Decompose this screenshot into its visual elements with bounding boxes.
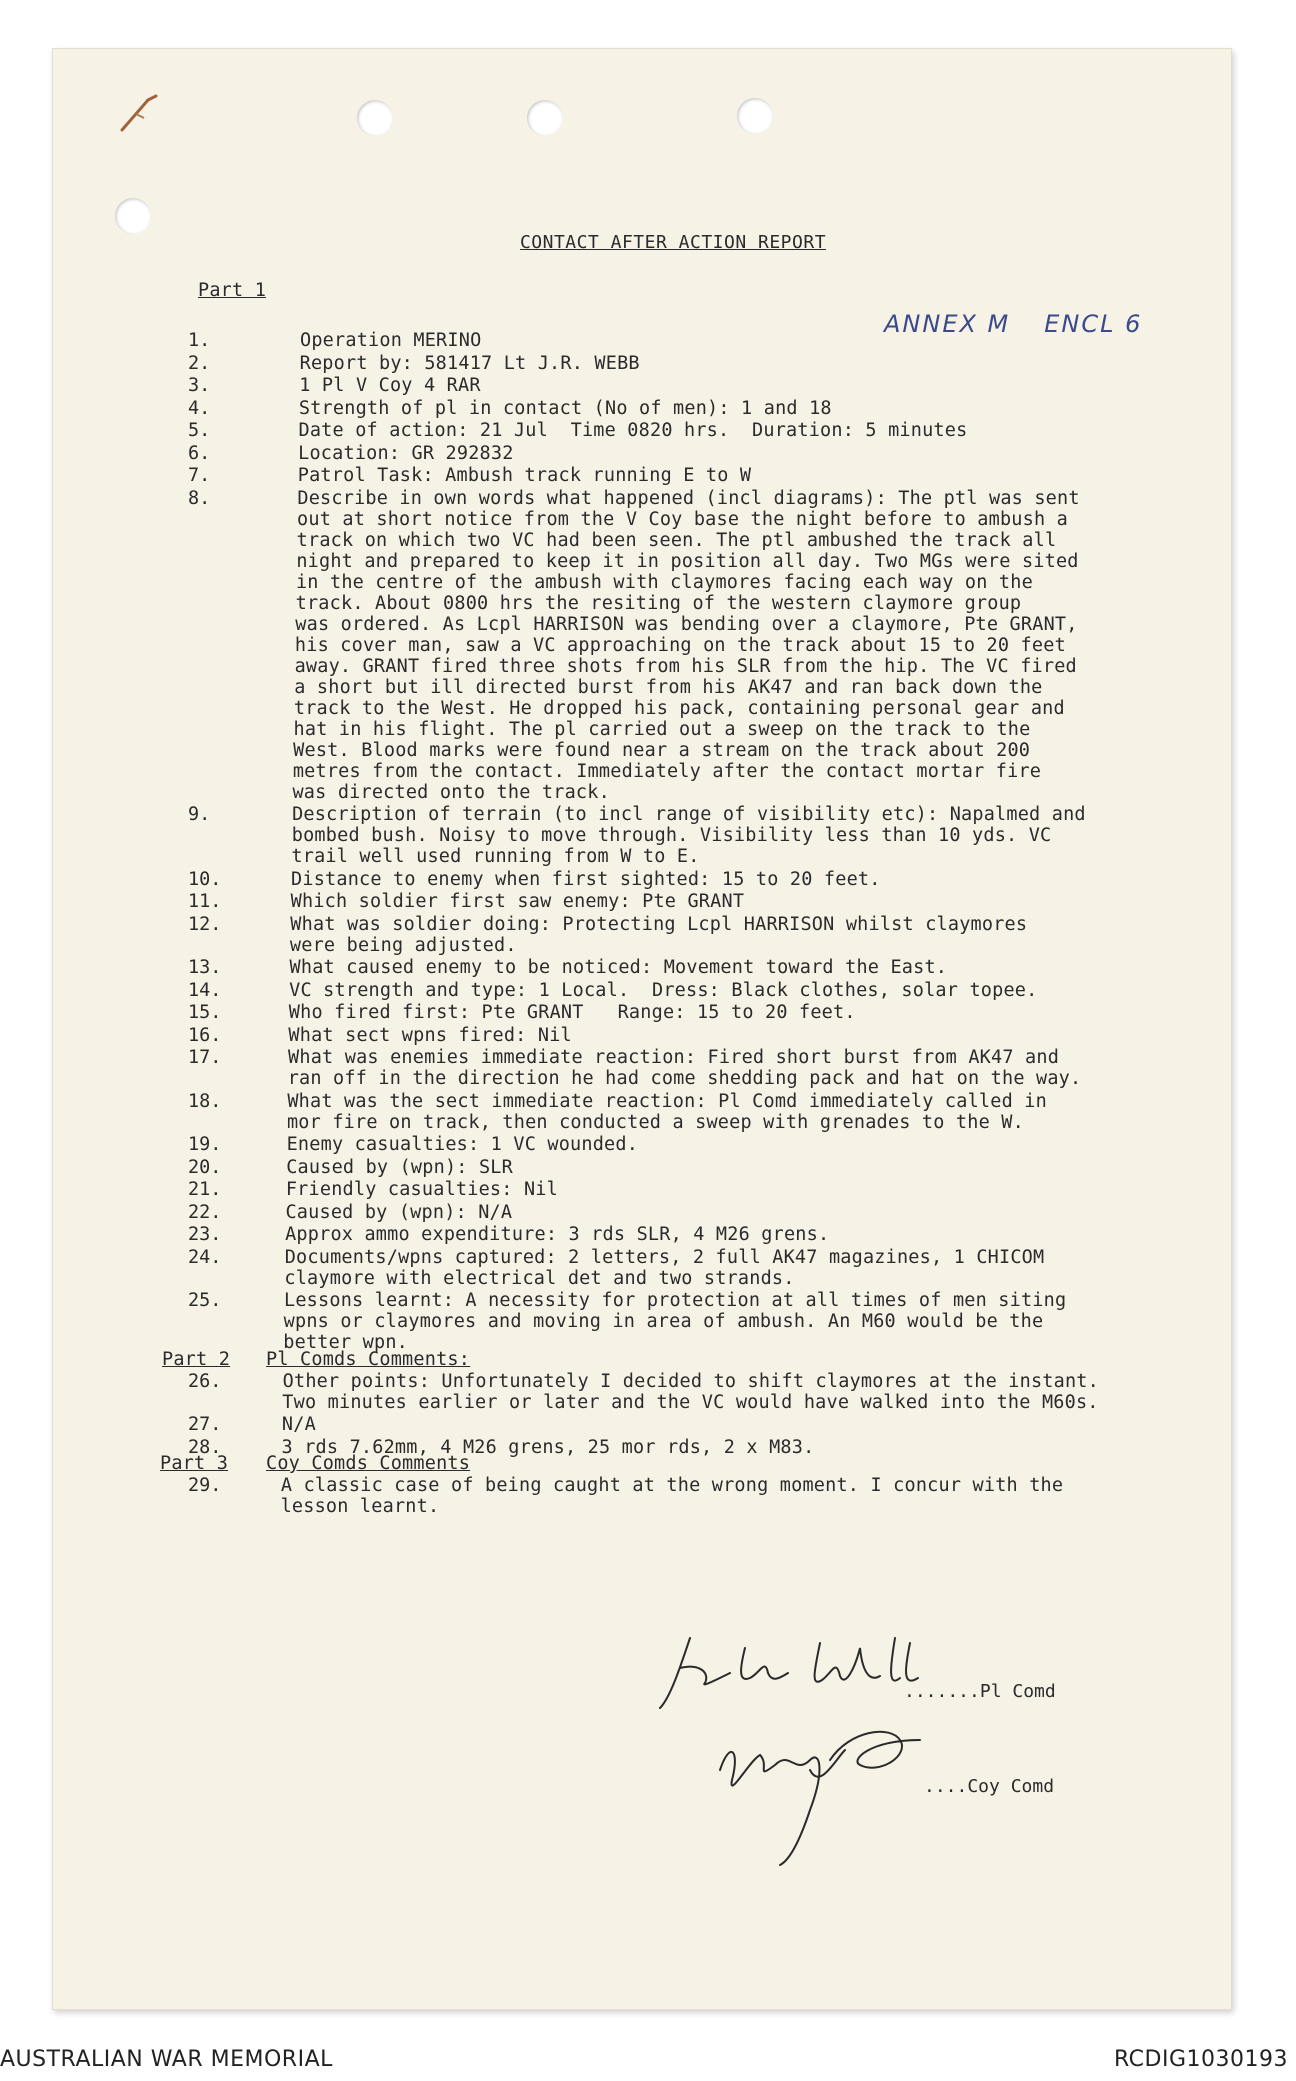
item-text-line: What was soldier doing: Protecting Lcpl HARRISON whilst claymores [290, 913, 1028, 935]
part3-heading: Coy Comds Comments [266, 1453, 471, 1474]
item-number: 12. [188, 913, 222, 935]
coy-comd-label: ....Coy Comd [924, 1776, 1055, 1797]
pl-comd-label: .......Pl Comd [904, 1681, 1056, 1702]
item-text-line: West. Blood marks were found near a stream on the track about 200 [293, 739, 1031, 761]
item-number: 15. [188, 1002, 222, 1023]
item-number: 10. [188, 868, 222, 890]
encl-label: ENCL 6 [1044, 310, 1143, 338]
part2-label: Part 2 [162, 1348, 231, 1370]
annex-label: ANNEX M [884, 310, 1011, 338]
item-text-line: Patrol Task: Ambush track running E to W [297, 465, 752, 486]
item-text-line: a short but ill directed burst from his AK47 and ran back down the [294, 676, 1043, 698]
item-text-line: Other points: Unfortunately I decided to shift claymores at the instant. [282, 1370, 1099, 1392]
item-text-line: track to the West. He dropped his pack, containing personal gear and [293, 697, 1065, 719]
item-number: 7. [188, 465, 211, 486]
item-number: 2. [188, 352, 211, 374]
punch-hole [357, 100, 393, 136]
item-text-line: Who fired first: Pte GRANT Range: 15 to 20 feet. [288, 1002, 856, 1023]
item-number: 18. [188, 1090, 222, 1112]
item-number: 27. [188, 1414, 222, 1435]
item-text-line: track. About 0800 hrs the resiting of the western claymore group [295, 592, 1022, 614]
item-text-line: wpns or claymores and moving in area of ambush. An M60 would be the [283, 1311, 1044, 1332]
handwritten-annex-note [884, 310, 1176, 338]
part1-label: Part 1 [198, 280, 267, 301]
item-text-line: Distance to enemy when first sighted: 15 to 20 feet. [291, 868, 881, 890]
part2-heading: Pl Comds Comments: [266, 1348, 471, 1370]
item-text-line: night and prepared to keep it in position all day. Two MGs were sited [296, 550, 1079, 572]
item-text-line: bombed bush. Noisy to move through. Visibility less than 10 yds. VC [291, 825, 1052, 846]
item-text-line: Caused by (wpn): N/A [285, 1201, 513, 1223]
part3-label: Part 3 [160, 1453, 229, 1474]
item-number: 11. [188, 891, 222, 912]
item-number: 8. [188, 487, 211, 509]
item-text-line: Date of action: 21 Jul Time 0820 hrs. Duration: 5 minutes [298, 420, 968, 441]
item-number: 26. [188, 1370, 222, 1392]
item-text-line: 3 rds 7.62mm, 4 M26 grens, 25 mor rds, 2 x M83. [281, 1436, 815, 1458]
item-text-line: What sect wpns fired: Nil [288, 1024, 572, 1046]
item-text-line: was ordered. As Lcpl HARRISON was bending over a claymore, Pte GRANT, [295, 613, 1078, 635]
item-number: 22. [188, 1201, 222, 1223]
item-number: 17. [188, 1047, 222, 1068]
footer-left: AUSTRALIAN WAR MEMORIAL [0, 2047, 333, 2072]
item-text-line: Caused by (wpn): SLR [286, 1156, 513, 1178]
item-text-line: What was enemies immediate reaction: Fired short burst from AK47 and [288, 1047, 1060, 1068]
item-text-line: 1 Pl V Coy 4 RAR [299, 375, 481, 396]
item-text-line: Approx ammo expenditure: 3 rds SLR, 4 M26 grens. [285, 1224, 830, 1245]
item-text-line: Documents/wpns captured: 2 letters, 2 full AK47 magazines, 1 CHICOM [284, 1246, 1045, 1268]
item-number: 21. [188, 1179, 222, 1200]
item-number: 28. [188, 1436, 222, 1458]
item-text-line: were being adjusted. [289, 934, 517, 956]
item-text-line: Description of terrain (to incl range of visibility etc): Napalmed and [292, 804, 1086, 825]
item-text-line: trail well used running from W to E. [291, 846, 700, 867]
item-text-line: in the centre of the ambush with claymores facing each way on the [295, 571, 1033, 593]
item-number: 5. [188, 420, 211, 441]
item-text-line: VC strength and type: 1 Local. Dress: Black clothes, solar topee. [289, 979, 1038, 1001]
item-text-line: away. GRANT fired three shots from his SLR from the hip. The VC fired [294, 655, 1077, 677]
item-text-line: Which soldier first saw enemy: Pte GRANT [290, 891, 745, 912]
item-text-line: out at short notice from the V Coy base the night before to ambush a [297, 508, 1068, 530]
item-text-line: A classic case of being caught at the wrong moment. I concur with the [280, 1475, 1064, 1496]
item-text-line: lesson learnt. [280, 1496, 440, 1517]
item-text-line: track on which two VC had been seen. The ptl ambushed the track all [296, 529, 1057, 551]
item-text-line: Friendly casualties: Nil [285, 1179, 558, 1200]
item-text-line: hat in his flight. The pl carried out a sweep on the track to the [293, 718, 1031, 740]
item-number: 19. [188, 1134, 222, 1155]
item-number: 23. [188, 1224, 222, 1245]
item-text-line: claymore with electrical det and two strands. [284, 1267, 795, 1289]
item-number: 29. [188, 1475, 222, 1496]
item-text-line: Operation MERINO [300, 330, 482, 351]
document-page [52, 48, 1232, 2010]
item-text-line: mor fire on track, then conducted a sweep with grenades to the W. [286, 1111, 1024, 1133]
item-text-line: was directed onto the track. [292, 781, 610, 803]
item-number: 1. [188, 330, 211, 351]
punch-hole [527, 100, 563, 136]
item-text-line: What caused enemy to be noticed: Movement toward the East. [289, 957, 948, 978]
item-text-line: Enemy casualties: 1 VC wounded. [286, 1134, 639, 1155]
item-number: 9. [188, 804, 211, 825]
item-number: 6. [188, 442, 211, 464]
item-number: 4. [188, 397, 211, 419]
item-number: 3. [188, 375, 211, 396]
item-text-line: Lessons learnt: A necessity for protection at all times of men siting [284, 1290, 1067, 1311]
item-text-line: his cover man, saw a VC approaching on the track about 15 to 20 feet [294, 634, 1066, 656]
report-title: CONTACT AFTER ACTION REPORT [519, 232, 827, 253]
item-number: 25. [188, 1290, 222, 1311]
item-text-line: ran off in the direction he had come shedding pack and hat on the way. [287, 1068, 1082, 1089]
item-number: 20. [188, 1156, 222, 1178]
item-text-line: metres from the contact. Immediately after the contact mortar fire [292, 760, 1042, 782]
item-text-line: Describe in own words what happened (incl diagrams): The ptl was sent [297, 487, 1080, 509]
punch-hole [737, 98, 773, 134]
item-text-line: Location: GR 292832 [298, 442, 514, 464]
punch-hole [115, 198, 151, 234]
item-text-line: better wpn. [283, 1332, 409, 1353]
item-text-line: What was the sect immediate reaction: Pl Comd immediately called in [287, 1090, 1047, 1112]
footer-right: RCDIG1030193 [1113, 2047, 1288, 2072]
item-text-line: N/A [281, 1414, 316, 1435]
item-text-line: Two minutes earlier or later and the VC would have walked into the M60s. [282, 1391, 1099, 1413]
item-text-line: Report by: 581417 Lt J.R. WEBB [299, 352, 640, 374]
item-text-line: Strength of pl in contact (No of men): 1 and 18 [298, 397, 832, 419]
pl-comd-signature [650, 1628, 980, 1718]
item-number: 14. [188, 979, 222, 1001]
item-number: 13. [188, 957, 222, 978]
item-number: 16. [188, 1024, 222, 1046]
stain-mark-icon [118, 92, 160, 134]
item-number: 24. [188, 1246, 222, 1268]
